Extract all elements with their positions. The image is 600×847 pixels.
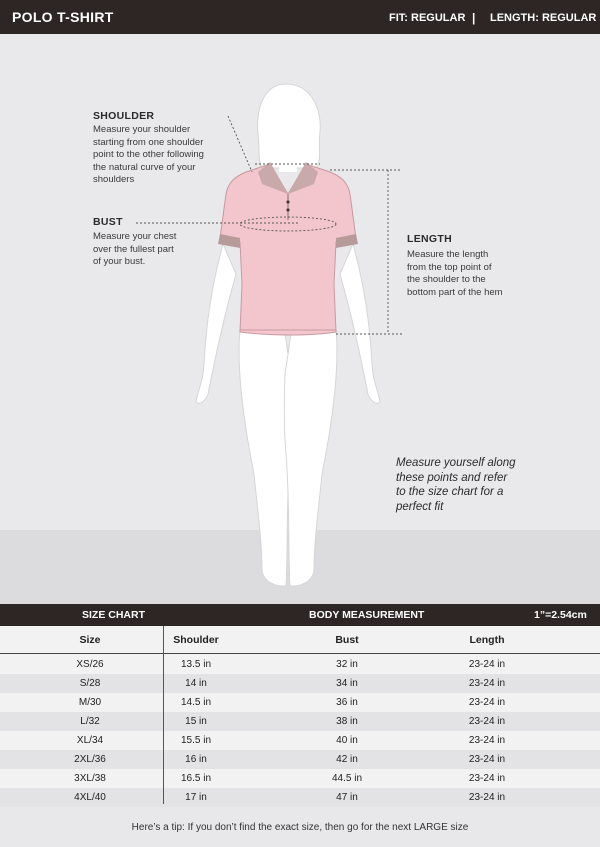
footer-tip: Here’s a tip: If you don’t find the exact size, then go for the next LARGE size	[131, 822, 469, 833]
shoulder-note-body: Measure your shoulder starting from one shoulder point to the other following the natural curve of your shoulders	[93, 124, 204, 185]
body-measurement-label: BODY MEASUREMENT	[309, 609, 425, 621]
column-divider	[163, 626, 164, 804]
column-header-size: Size	[79, 634, 101, 646]
fit-label: FIT: REGULAR	[389, 12, 466, 24]
woman-figure-icon	[0, 34, 600, 604]
table-row: M/30 14.5 in 36 in 23-24 in	[78, 697, 506, 708]
bust-note-title: BUST	[93, 216, 123, 228]
column-header-shoulder: Shoulder	[173, 634, 219, 646]
unit-conversion-label: 1”=2.54cm	[534, 609, 587, 621]
length-note-title: LENGTH	[407, 233, 452, 245]
table-row: L/32 15 in 38 in 23-24 in	[0, 712, 600, 731]
measurement-illustration	[0, 34, 600, 604]
table-header	[0, 626, 600, 654]
shoulder-note-title: SHOULDER	[93, 110, 155, 122]
size-table	[0, 626, 600, 804]
table-row: 2XL/36 16 in 42 in 23-24 in	[0, 750, 600, 769]
table-row: 3XL/38 16.5 in 44.5 in 23-24 in	[74, 773, 506, 784]
column-header-bust: Bust	[335, 634, 359, 646]
measure-yourself-tip: Measure yourself along these points and refer to the size chart for a perfect fit	[396, 457, 516, 513]
size-chart-bar	[0, 604, 600, 626]
header-bar	[0, 0, 600, 34]
table-row: 4XL/40 17 in 47 in 23-24 in	[0, 788, 600, 807]
header-separator: |	[472, 11, 476, 25]
table-row: S/28 14 in 34 in 23-24 in	[0, 674, 600, 693]
table-row: XL/34 15.5 in 40 in 23-24 in	[76, 735, 506, 746]
page-title: POLO T-SHIRT	[12, 9, 114, 25]
column-header-length: Length	[469, 634, 505, 646]
bust-note-body: Measure your chest over the fullest part of your bust.	[93, 231, 177, 267]
length-label: LENGTH: REGULAR	[490, 12, 597, 24]
table-row: XS/26 13.5 in 32 in 23-24 in	[76, 659, 506, 670]
length-note-body: Measure the length from the top point of the shoulder to the bottom part of the hem	[407, 249, 503, 298]
size-chart-label: SIZE CHART	[82, 609, 145, 621]
